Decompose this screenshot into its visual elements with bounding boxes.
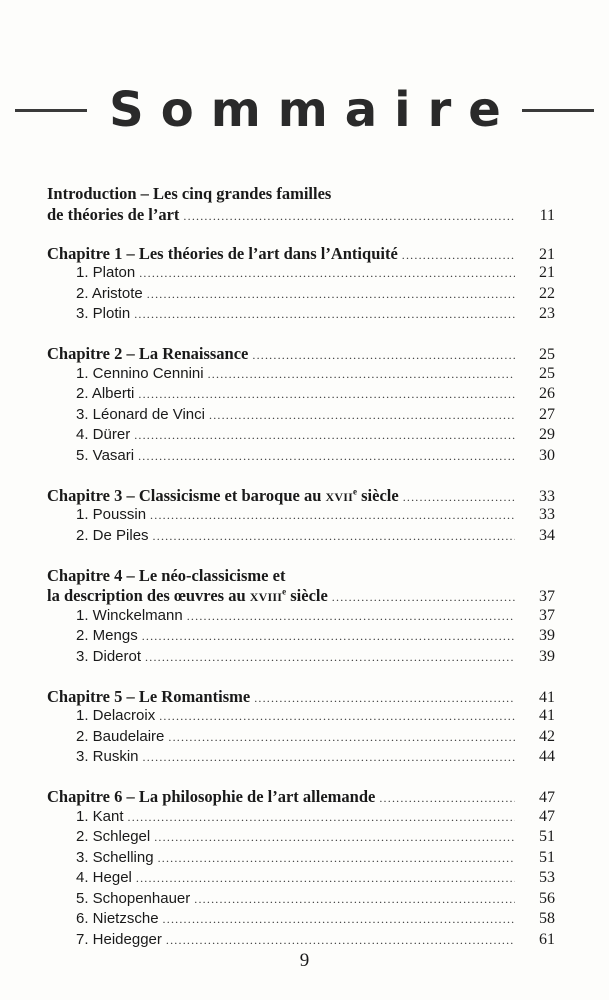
toc-section: [47, 849, 555, 870]
title-rule-right: [522, 109, 594, 112]
toc-section: [47, 869, 555, 890]
dot-leader: [143, 750, 515, 765]
spacer: [47, 326, 555, 345]
page-heading: [47, 82, 562, 138]
introduction-title-cont: de théories de l’art: [47, 204, 180, 224]
section-title: 2. De Piles: [76, 526, 149, 544]
dot-leader: [187, 609, 515, 624]
chapter-title-text: siècle: [286, 586, 328, 605]
spacer: [47, 225, 555, 244]
page-ref: 34: [539, 526, 555, 544]
spacer: [47, 668, 555, 687]
page-ref: 37: [539, 588, 555, 605]
dot-leader: [139, 266, 515, 281]
section-title: 3. Ruskin: [76, 748, 139, 765]
toc-chapter: [47, 344, 555, 365]
section-title: 1. Poussin: [76, 506, 147, 523]
section-title: 3. Diderot: [76, 647, 142, 665]
toc-section: [47, 648, 555, 669]
page-ref: 56: [539, 889, 555, 907]
page-ref: 39: [539, 627, 555, 644]
section-title: 4. Dürer: [76, 426, 131, 443]
section-title: 1. Winckelmann: [76, 606, 183, 624]
dot-leader: [402, 248, 515, 263]
dot-leader: [145, 650, 515, 665]
toc-section: [47, 305, 555, 326]
page-ref: 53: [539, 869, 555, 886]
toc-chapter: [47, 586, 555, 607]
section-title: 3. Plotin: [76, 305, 131, 322]
dot-leader: [208, 367, 515, 382]
toc-chapter: [47, 244, 555, 265]
toc-chapter: [47, 687, 555, 708]
section-title: 1. Platon: [76, 264, 136, 281]
section-title: 2. Alberti: [76, 385, 135, 402]
toc-section: [47, 527, 555, 548]
dot-leader: [128, 810, 515, 825]
toc-chapter: [47, 787, 555, 808]
dot-leader: [138, 387, 515, 402]
chapter-title-text: siècle: [357, 485, 399, 505]
page-ref: 25: [539, 346, 555, 363]
dot-leader: [154, 830, 515, 845]
dot-leader: [147, 287, 515, 302]
toc-section: [47, 828, 555, 849]
toc-section: [47, 264, 555, 285]
toc-section: [47, 910, 555, 931]
chapter-title: Chapitre 4 – Le néo-classicisme et: [47, 565, 286, 585]
dot-leader: [150, 508, 515, 523]
page-ref: 33: [539, 506, 555, 523]
chapter-title-text: Chapitre 3 – Classicisme et baroque au: [47, 485, 326, 505]
dot-leader: [403, 490, 515, 505]
title-rule-left: [15, 109, 87, 112]
toc-section: [47, 808, 555, 829]
section-title: 1. Kant: [76, 807, 124, 825]
chapter-title: Chapitre 1 – Les théories de l’art dans l’Antiquité: [47, 243, 398, 263]
page-ref: 27: [539, 405, 555, 423]
century-suffix: e: [353, 486, 358, 496]
dot-leader: [252, 348, 515, 363]
page-ref: 21: [539, 245, 555, 263]
toc-section: [47, 627, 555, 648]
section-title: 5. Schopenhauer: [76, 889, 191, 907]
section-title: 2. Baudelaire: [76, 727, 165, 745]
toc-section: [47, 447, 555, 468]
chapter-title: [47, 486, 399, 506]
page-ref: 41: [539, 688, 555, 706]
toc-section: [47, 506, 555, 527]
page-ref: 30: [539, 446, 555, 464]
dot-leader: [183, 209, 515, 224]
toc-introduction: [47, 205, 555, 226]
toc-section: [47, 285, 555, 306]
section-title: 2. Schlegel: [76, 828, 151, 845]
dot-leader: [138, 449, 515, 464]
page-ref: 47: [539, 807, 555, 825]
page-ref: 42: [539, 727, 555, 745]
toc-introduction-line1: [47, 184, 555, 205]
page-ref: 51: [539, 828, 555, 845]
section-title: 4. Hegel: [76, 869, 132, 886]
section-title: 6. Nietzsche: [76, 910, 159, 927]
dot-leader: [134, 428, 515, 443]
page-ref: 33: [539, 487, 555, 505]
dot-leader: [134, 307, 515, 322]
chapter-title: [47, 586, 328, 606]
toc-section: [47, 385, 555, 406]
page-ref: 61: [539, 930, 555, 948]
page-ref: 47: [539, 789, 555, 806]
chapter-title: Chapitre 2 – La Renaissance: [47, 344, 249, 363]
toc-section: [47, 406, 555, 427]
page-ref: 22: [539, 284, 555, 302]
page-ref: 21: [539, 264, 555, 281]
toc-section: [47, 931, 555, 952]
dot-leader: [159, 709, 515, 724]
chapter-title-text: la description des œuvres au: [47, 586, 250, 605]
introduction-title: Introduction – Les cinq grandes familles: [47, 184, 332, 203]
page-ref: 25: [539, 364, 555, 382]
page-number: 9: [299, 950, 310, 971]
spacer: [47, 547, 555, 566]
spacer: [47, 467, 555, 486]
dot-leader: [168, 730, 515, 745]
dot-leader: [379, 791, 515, 806]
dot-leader: [254, 691, 515, 706]
dot-leader: [209, 408, 515, 423]
toc-section: [47, 707, 555, 728]
table-of-contents: [47, 184, 555, 951]
page-title: Sommaire: [109, 82, 518, 138]
page-ref: 51: [539, 848, 555, 866]
page-ref: 23: [539, 305, 555, 322]
page-ref: 39: [539, 647, 555, 665]
page-ref: 11: [539, 206, 555, 224]
chapter-title: Chapitre 6 – La philosophie de l’art allemande: [47, 787, 376, 806]
page-ref: 29: [539, 426, 555, 443]
toc-chapter-line1: [47, 566, 555, 587]
section-title: 3. Schelling: [76, 848, 154, 866]
century-suffix: e: [282, 586, 287, 597]
section-title: 1. Cennino Cennini: [76, 364, 204, 382]
dot-leader: [136, 871, 515, 886]
page-ref: 44: [539, 748, 555, 765]
toc-section: [47, 748, 555, 769]
page-ref: 37: [539, 606, 555, 624]
dot-leader: [332, 590, 515, 605]
toc-section: [47, 728, 555, 749]
toc-section: [47, 365, 555, 386]
section-title: 2. Mengs: [76, 627, 138, 644]
page-ref: 41: [539, 707, 555, 724]
dot-leader: [166, 933, 515, 948]
section-title: 3. Léonard de Vinci: [76, 405, 205, 423]
spacer: [47, 769, 555, 788]
chapter-title: Chapitre 5 – Le Romantisme: [47, 686, 251, 706]
dot-leader: [158, 851, 515, 866]
toc-section: [47, 890, 555, 911]
page-ref: 26: [539, 385, 555, 402]
century-numeral: XVII: [325, 489, 354, 504]
section-title: 1. Delacroix: [76, 707, 156, 724]
dot-leader: [163, 912, 515, 927]
section-title: 7. Heidegger: [76, 930, 162, 948]
page-ref: 58: [539, 910, 555, 927]
toc-chapter: [47, 486, 555, 507]
dot-leader: [194, 892, 515, 907]
dot-leader: [153, 529, 515, 544]
century-numeral: XVIII: [249, 590, 283, 604]
toc-section: [47, 607, 555, 628]
section-title: 2. Aristote: [76, 284, 143, 302]
toc-section: [47, 426, 555, 447]
section-title: 5. Vasari: [76, 446, 135, 464]
dot-leader: [142, 629, 515, 644]
